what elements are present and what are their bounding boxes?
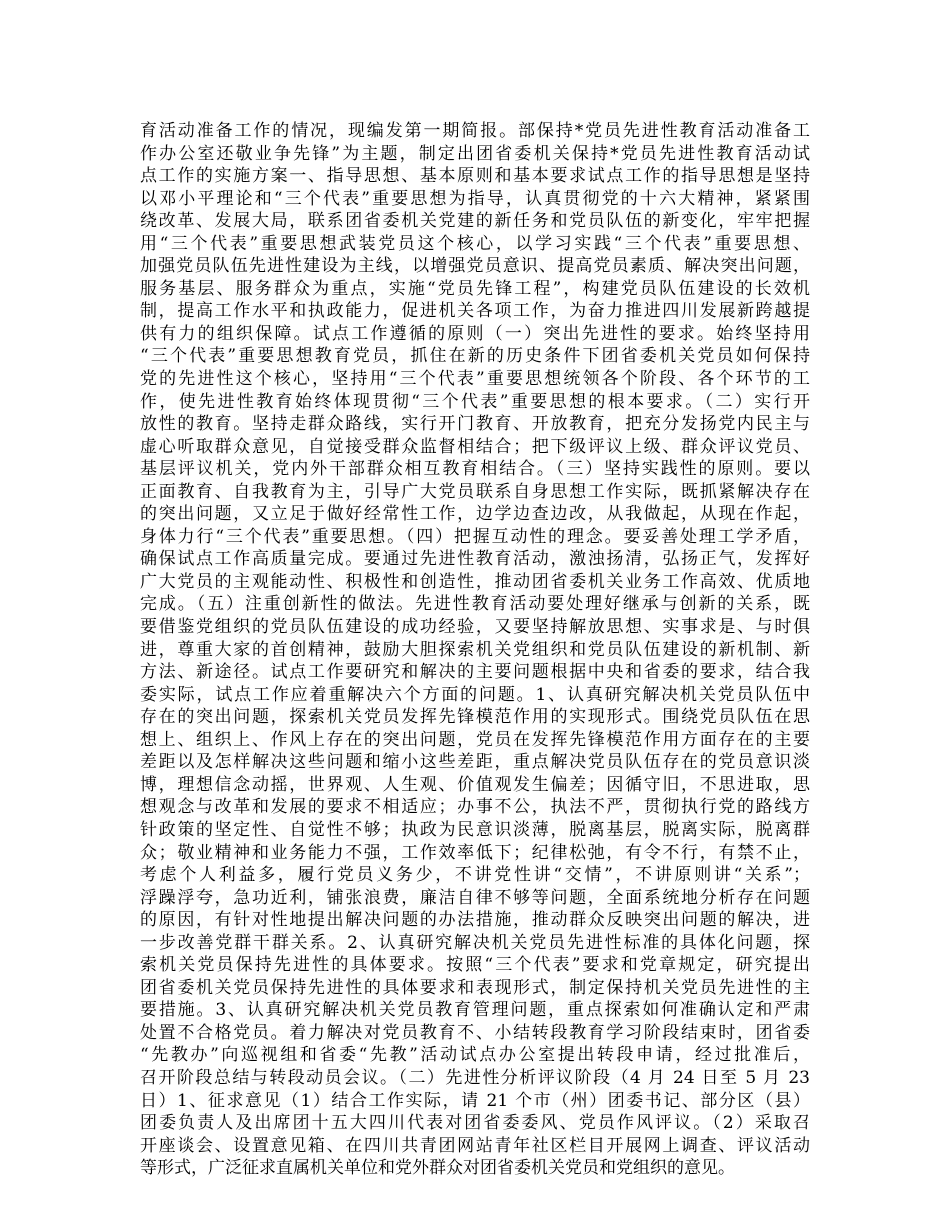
text-line: 点工作的实施方案一、指导思想、基本原则和基本要求试点工作的指导思想是坚持 (140, 166, 810, 187)
text-line: 的突出问题，又立足于做好经常性工作，边学边查边改，从我做起，从现在作起， (140, 504, 810, 525)
text-line: 存在的突出问题，探索机关党员发挥先锋模范作用的实现形式。围绕党员队伍在思 (140, 707, 810, 728)
text-line: 团省委机关党员保持先进性的具体要求和表现形式，制定保持机关党员先进性的主 (140, 977, 810, 998)
text-line: 索机关党员保持先进性的具体要求。按照“三个代表”要求和党章规定，研究提出 (140, 955, 810, 976)
text-line: 绕改革、发展大局，联系团省委机关党建的新任务和党员队伍的新变化，牢牢把握 (140, 211, 810, 232)
text-line: 众；敬业精神和业务能力不强，工作效率低下；纪律松弛，有令不行，有禁不止， (140, 842, 810, 863)
text-line: 浮躁浮夸，急功近利，铺张浪费，廉洁自律不够等问题，全面系统地分析存在问题 (140, 887, 810, 908)
text-line: 要借鉴党组织的党员队伍建设的成功经验，又要坚持解放思想、实事求是、与时俱 (140, 617, 810, 638)
text-line: 作办公室还敬业争先锋”为主题，制定出团省委机关保持*党员先进性教育活动试 (140, 143, 810, 164)
text-line: 博，理想信念动摇，世界观、人生观、价值观发生偏差；因循守旧，不思进取，思 (140, 774, 810, 795)
text-line: 服务基层、服务群众为重点，实施“党员先锋工程”，构建党员队伍建设的长效机 (140, 278, 810, 299)
text-line: 身体力行“三个代表”重要思想。（四）把握互动性的理念。要妥善处理工学矛盾， (140, 526, 810, 547)
text-line: “三个代表”重要思想教育党员，抓住在新的历史条件下团省委机关党员如何保持 (140, 346, 810, 367)
text-line: 要措施。3、认真研究解决机关党员教育管理问题，重点探索如何准确认定和严肃 (140, 1000, 810, 1021)
text-line: 基层评议机关，党内外干部群众相互教育相结合。（三）坚持实践性的原则。要以 (140, 459, 810, 480)
text-line: 处置不合格党员。着力解决对党员教育不、小结转段教育学习阶段结束时，团省委 (140, 1022, 810, 1043)
text-line: 方法、新途径。试点工作要研究和解决的主要问题根据中央和省委的要求，结合我 (140, 662, 810, 683)
text-line: 正面教育、自我教育为主，引导广大党员联系自身思想工作实际，既抓紧解决存在 (140, 481, 810, 502)
text-line: 委实际，试点工作应着重解决六个方面的问题。1、认真研究解决机关党员队伍中 (140, 684, 810, 705)
text-line: 虚心听取群众意见，自觉接受群众监督相结合；把下级评议上级、群众评议党员、 (140, 436, 810, 457)
text-line: 放性的教育。坚持走群众路线，实行开门教育、开放教育，把充分发扬党内民主与 (140, 414, 810, 435)
text-line: 制，提高工作水平和执政能力，促进机关各项工作，为奋力推进四川发展新跨越提 (140, 301, 810, 322)
text-line: 供有力的组织保障。试点工作遵循的原则（一）突出先进性的要求。始终坚持用 (140, 323, 810, 344)
text-line: 广大党员的主观能动性、积极性和创造性，推动团省委机关业务工作高效、优质地 (140, 571, 810, 592)
text-line: 想上、组织上、作风上存在的突出问题，党员在发挥先锋模范作用方面存在的主要 (140, 729, 810, 750)
text-line: 针政策的坚定性、自觉性不够；执政为民意识淡薄，脱离基层，脱离实际，脱离群 (140, 819, 810, 840)
text-line: 确保试点工作高质量完成。要通过先进性教育活动，激浊扬清，弘扬正气，发挥好 (140, 549, 810, 570)
text-line: “先教办”向巡视组和省委“先教”活动试点办公室提出转段申请，经过批准后， (140, 1045, 810, 1066)
text-line: 等形式，广泛征求直属机关单位和党外群众对团省委机关党员和党组织的意见。 (140, 1158, 735, 1179)
text-line: 想观念与改革和发展的要求不相适应；办事不公，执法不严，贯彻执行党的路线方 (140, 797, 810, 818)
text-line: 一步改善党群干群关系。2、认真研究解决机关党员先进性标准的具体化问题，探 (140, 932, 810, 953)
text-line: 开座谈会、设置意见箱、在四川共青团网站青年社区栏目开展网上调查、评议活动 (140, 1135, 810, 1156)
text-line: 团委负责人及出席团十五大四川代表对团省委委风、党员作风评议。（2）采取召 (140, 1113, 810, 1134)
text-line: 考虑个人利益多，履行党员义务少，不讲党性讲“交情”，不讲原则讲“关系”； (140, 865, 810, 886)
text-line: 加强党员队伍先进性建设为主线，以增强党员意识、提高党员素质、解决突出问题， (140, 256, 810, 277)
text-line: 进，尊重大家的首创精神，鼓励大胆探索机关党组织和党员队伍建设的新机制、新 (140, 639, 810, 660)
text-line: 党的先进性这个核心，坚持用“三个代表”重要思想统领各个阶段、各个环节的工 (140, 369, 810, 390)
document-body (140, 120, 810, 1180)
text-line: 差距以及怎样解决这些问题和缩小这些差距，重点解决党员队伍存在的党员意识淡 (140, 752, 810, 773)
text-line: 用“三个代表”重要思想武装党员这个核心，以学习实践“三个代表”重要思想、 (140, 233, 810, 254)
text-line: 作，使先进性教育始终体现贯彻“三个代表”重要思想的根本要求。（二）实行开 (140, 391, 810, 412)
text-line: 召开阶段总结与转段动员会议。（二）先进性分析评议阶段（4 月 24 日至 5 月 23 (140, 1067, 810, 1088)
text-line: 以邓小平理论和“三个代表”重要思想为指导，认真贯彻党的十六大精神，紧紧围 (140, 188, 810, 209)
text-line: 日）1、征求意见（1）结合工作实际，请 21 个市（州）团委书记、部分区（县） (140, 1090, 810, 1111)
text-line: 育活动准备工作的情况，现编发第一期简报。部保持*党员先进性教育活动准备工 (140, 121, 810, 141)
text-line: 完成。（五）注重创新性的做法。先进性教育活动要处理好继承与创新的关系，既 (140, 594, 810, 615)
text-line: 的原因，有针对性地提出解决问题的办法措施，推动群众反映突出问题的解决，进 (140, 910, 810, 931)
